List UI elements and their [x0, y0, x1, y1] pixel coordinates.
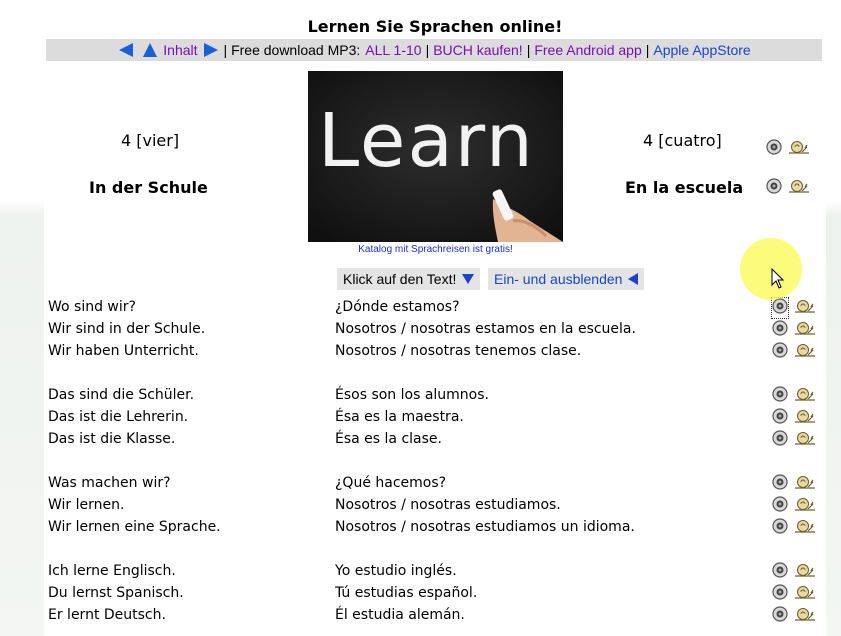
phrase-row [48, 297, 824, 319]
speaker-icon[interactable] [772, 518, 788, 538]
phrase-row [48, 341, 824, 363]
phrase-es[interactable]: ¿Dónde estamos? [335, 299, 460, 315]
phrase-audio [772, 496, 816, 516]
lesson-title-es: En la escuela [625, 178, 744, 197]
index-link[interactable]: Inhalt [163, 42, 198, 58]
speaker-icon[interactable] [772, 342, 788, 362]
snail-icon[interactable] [794, 562, 816, 582]
phrase-row [48, 429, 824, 451]
phrase-es[interactable]: Él estudia alemán. [335, 607, 465, 623]
phrase-audio [772, 408, 816, 428]
snail-icon[interactable] [794, 320, 816, 340]
phrase-row [48, 495, 824, 517]
phrase-audio [772, 386, 816, 406]
snail-icon[interactable] [794, 496, 816, 516]
snail-icon[interactable] [788, 139, 810, 159]
nav-separator: | [645, 42, 650, 58]
speaker-icon[interactable] [772, 606, 788, 626]
phrase-de[interactable]: Wo sind wir? [48, 299, 136, 315]
phrase-audio [772, 606, 816, 626]
page-title: Lernen Sie Sprachen online! [307, 17, 563, 36]
phrase-es[interactable]: Yo estudio inglés. [335, 563, 457, 579]
phrase-row [48, 407, 824, 429]
snail-icon[interactable] [794, 606, 816, 626]
phrase-audio [772, 320, 816, 340]
lesson-number-audio [766, 139, 810, 159]
all-mp3-link[interactable]: ALL 1-10 [365, 42, 422, 58]
android-app-link[interactable]: Free Android app [534, 42, 642, 58]
phrase-audio [772, 430, 816, 450]
speaker-icon[interactable] [772, 386, 788, 406]
phrase-de[interactable]: Wir haben Unterricht. [48, 343, 199, 359]
phrase-de[interactable]: Das sind die Schüler. [48, 387, 195, 403]
snail-icon[interactable] [794, 408, 816, 428]
phrase-row [48, 583, 824, 605]
phrase-es[interactable]: Ésa es la clase. [335, 431, 442, 447]
lesson-title-de: In der Schule [89, 178, 208, 197]
speaker-icon[interactable] [766, 178, 782, 198]
snail-icon[interactable] [794, 474, 816, 494]
speaker-icon[interactable] [772, 474, 788, 494]
phrase-row [48, 473, 824, 495]
up-arrow-icon[interactable] [141, 42, 159, 58]
phrase-audio [772, 562, 816, 582]
speaker-icon[interactable] [772, 320, 788, 340]
phrase-row [48, 517, 824, 539]
phrase-audio [772, 298, 816, 318]
phrase-row [48, 605, 824, 627]
phrase-row [48, 319, 824, 341]
phrase-audio [772, 518, 816, 538]
phrase-de[interactable]: Ich lerne Englisch. [48, 563, 176, 579]
phrase-de[interactable]: Du lernst Spanisch. [48, 585, 184, 601]
catalog-link[interactable]: Katalog mit Sprachreisen ist gratis! [358, 244, 513, 255]
phrase-audio [772, 474, 816, 494]
phrase-es[interactable]: Nosotros / nosotras estudiamos. [335, 497, 561, 513]
phrase-row [48, 385, 824, 407]
mouse-cursor-icon [771, 268, 785, 294]
phrase-es[interactable]: Nosotros / nosotras tenemos clase. [335, 343, 582, 359]
previous-arrow-icon[interactable] [117, 42, 135, 58]
left-triangle-icon [628, 273, 638, 285]
nav-separator: | [526, 42, 531, 58]
speaker-icon[interactable] [772, 408, 788, 428]
phrase-es[interactable]: Nosotros / nosotras estamos en la escuela. [335, 321, 636, 337]
phrase-row [48, 561, 824, 583]
phrase-es[interactable]: ¿Qué hacemos? [335, 475, 447, 491]
chalk-word: Learn [318, 98, 535, 184]
phrase-de[interactable]: Wir sind in der Schule. [48, 321, 206, 337]
snail-icon[interactable] [788, 178, 810, 198]
speaker-icon[interactable] [772, 298, 788, 318]
learn-chalkboard-image[interactable] [308, 71, 563, 242]
snail-icon[interactable] [794, 386, 816, 406]
click-text-label: Klick auf den Text! [343, 271, 457, 287]
phrase-de[interactable]: Er lernt Deutsch. [48, 607, 166, 623]
speaker-icon[interactable] [766, 139, 782, 159]
phrase-es[interactable]: Ésos son los alumnos. [335, 387, 489, 403]
toggle-label: Ein- und ausblenden [494, 271, 623, 287]
buy-book-link[interactable]: BUCH kaufen! [433, 42, 523, 58]
page-container [44, 0, 826, 636]
phrase-de[interactable]: Das ist die Klasse. [48, 431, 176, 447]
phrase-es[interactable]: Tú estudias español. [335, 585, 478, 601]
phrase-es[interactable]: Ésa es la maestra. [335, 409, 464, 425]
phrase-de[interactable]: Was machen wir? [48, 475, 171, 491]
free-mp3-label: | Free download MP3: [223, 42, 361, 58]
click-text-button[interactable] [337, 268, 480, 290]
next-arrow-icon[interactable] [202, 42, 220, 58]
speaker-icon[interactable] [772, 496, 788, 516]
snail-icon[interactable] [794, 342, 816, 362]
phrase-audio [772, 342, 816, 362]
lesson-number-es: 4 [cuatro] [643, 131, 722, 150]
speaker-icon[interactable] [772, 430, 788, 450]
phrase-de[interactable]: Wir lernen eine Sprache. [48, 519, 221, 535]
phrase-de[interactable]: Wir lernen. [48, 497, 125, 513]
snail-icon[interactable] [794, 584, 816, 604]
snail-icon[interactable] [794, 298, 816, 318]
lesson-number-de: 4 [vier] [121, 131, 180, 150]
snail-icon[interactable] [794, 430, 816, 450]
phrase-es[interactable]: Nosotros / nosotras estudiamos un idioma. [335, 519, 635, 535]
phrase-de[interactable]: Das ist die Lehrerin. [48, 409, 189, 425]
dropdown-triangle-icon [462, 274, 474, 284]
phrase-audio [772, 584, 816, 604]
speaker-icon[interactable] [772, 584, 788, 604]
appstore-link[interactable]: Apple AppStore [653, 42, 751, 58]
lesson-title-audio [766, 178, 810, 198]
toggle-visibility-button[interactable] [488, 268, 644, 290]
speaker-icon[interactable] [772, 562, 788, 582]
nav-separator: | [425, 42, 430, 58]
navigation-bar [46, 39, 822, 61]
snail-icon[interactable] [794, 518, 816, 538]
